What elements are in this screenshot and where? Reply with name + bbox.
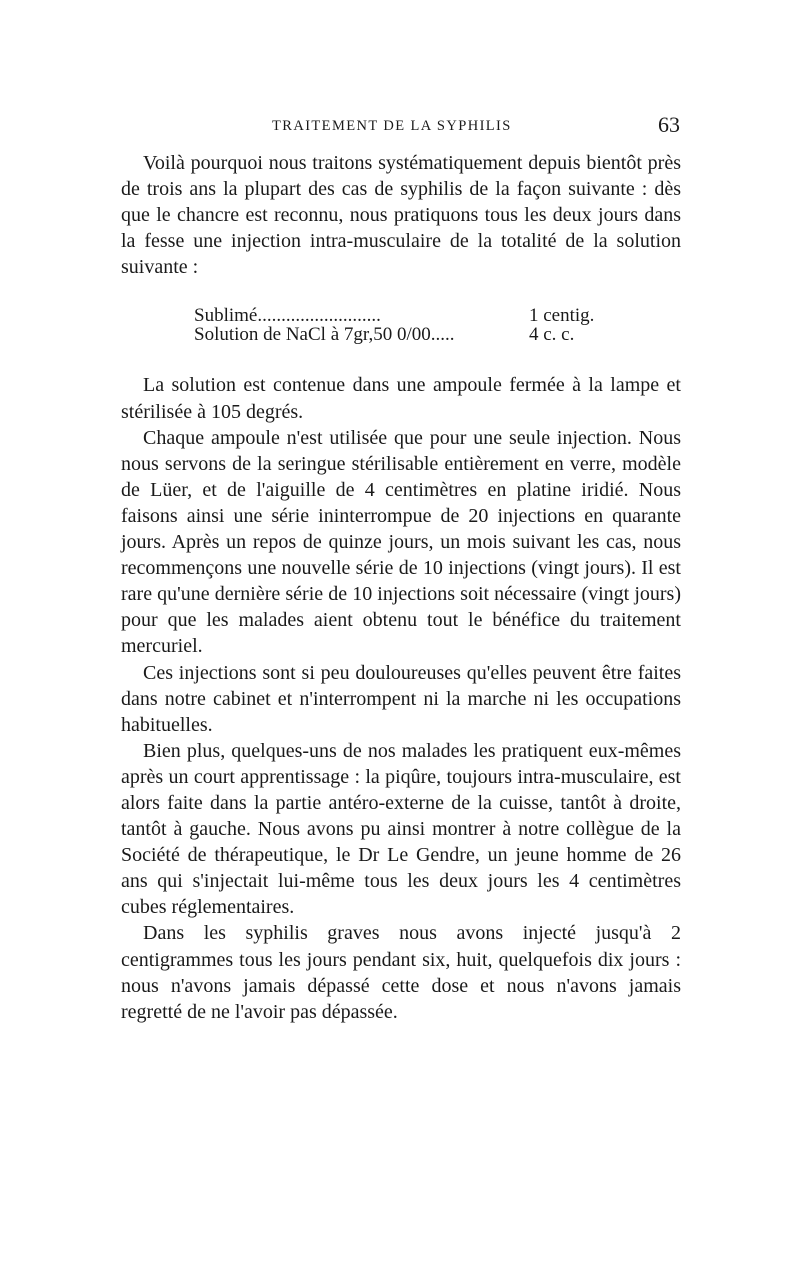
paragraph: La solution est contenue dans une ampoule fermée à la lampe et stérilisée à 105 degrés. xyxy=(121,374,681,423)
paragraph: Ces injections sont si peu douloureuses qu'elles peuvent être faites dans notre cabinet et n'interrompent ni la marche ni les occupations habituelles. xyxy=(121,661,681,736)
running-head xyxy=(120,112,680,140)
paragraph: Voilà pourquoi nous traitons systématiquement depuis bientôt près de trois ans la plupart des cas de syphilis de la façon suivante : dès que le chancre est reconnu, nous pratiquons tous les deux jours dans la fesse une injection intra-musculaire de la totalité de la solution suivante : xyxy=(121,152,681,279)
paragraph: Dans les syphilis graves nous avons injecté jusqu'à 2 centigrammes tous les jours pendant six, huit, quelquefois dix jours : nous n'avons jamais dépassé cette dose et nous n'avons jamais regretté de ne l'avoir pas dépassée. xyxy=(121,922,681,1023)
body-text xyxy=(121,150,681,1025)
formula-dose: 1 centig. xyxy=(529,305,595,327)
paragraph: Bien plus, quelques-uns de nos malades les pratiquent eux-mêmes après un court apprentissage : la piqûre, toujours intra-musculaire, est alors faite dans la partie antéro-externe de la cuisse, tantôt à droite, tantôt à gauche. Nous avons pu ainsi montrer à notre collègue de la Société de thérapeutique, le Dr Le Gendre, un jeune homme de 26 ans qui s'injectait lui-même tous les deux jours les 4 centimètres cubes réglementaires. xyxy=(121,739,681,919)
formula-row xyxy=(194,306,681,325)
formula-ingredient: Solution de NaCl à 7gr,50 0/00..... xyxy=(194,325,455,345)
page-number: 63 xyxy=(658,112,680,137)
prescription-formula xyxy=(194,306,681,344)
running-title: TRAITEMENT DE LA SYPHILIS xyxy=(272,118,512,134)
formula-row xyxy=(194,325,681,344)
formula-ingredient: Sublimé.......................... xyxy=(194,306,381,326)
paragraph: Chaque ampoule n'est utilisée que pour une seule injection. Nous nous servons de la seringue stérilisable entièrement en verre, modèle de Lüer, et de l'aiguille de 4 centimètres en platine iridié. Nous faisons ainsi une série ininterrompue de 20 injections en quarante jours. Après un repos de quinze jours, un mois suivant les cas, nous recommençons une nouvelle série de 10 injections (vingt jours). Il est rare qu'une dernière série de 10 injections soit nécessaire (vingt jours) pour que les malades aient obtenu tout le bénéfice du traitement mercuriel. xyxy=(121,426,681,658)
formula-dose: 4 c. c. xyxy=(529,324,575,346)
